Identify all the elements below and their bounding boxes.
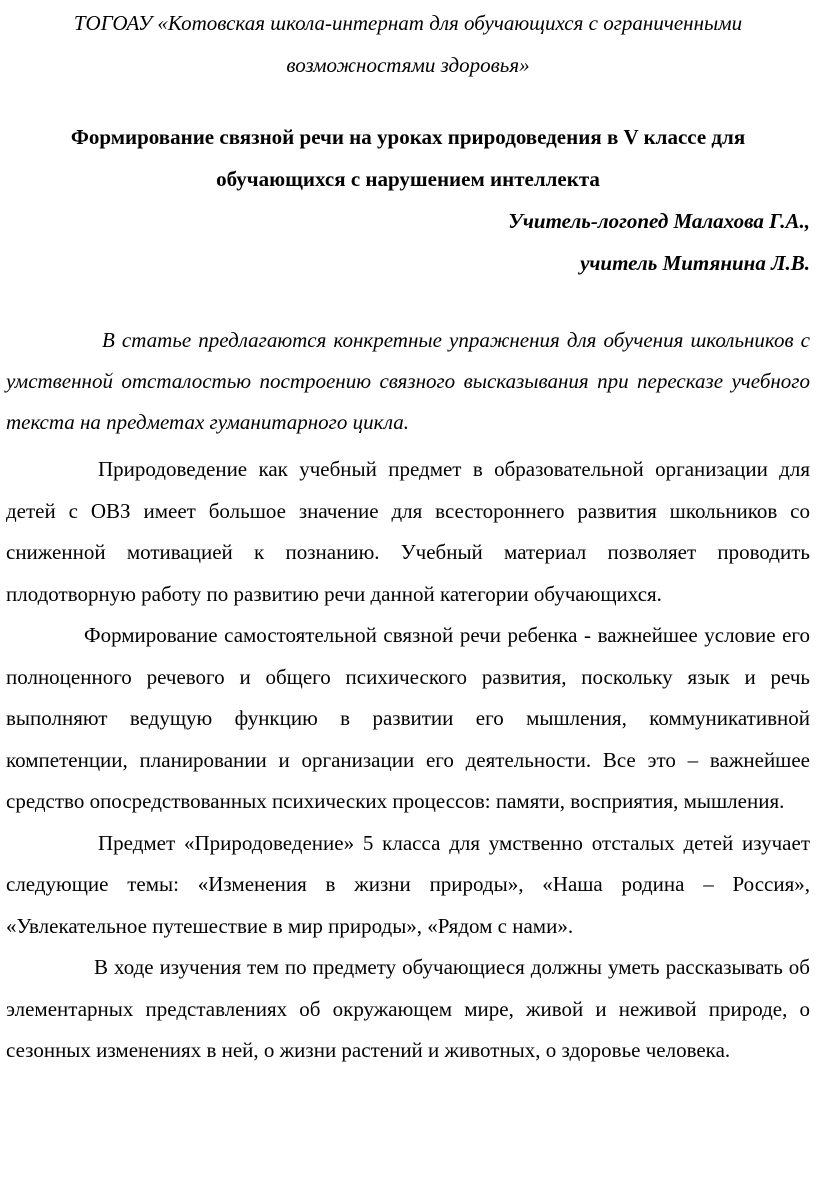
- authors-block: [6, 200, 810, 284]
- institution-header-line-2: возможностями здоровья»: [286, 53, 530, 77]
- body-paragraph-3: Предмет «Природоведение» 5 класса для умственно отсталых детей изучает следующие темы: «Изменения в жизни природы», «Наша родина – Россия», «Увлекательное путешествие в мир природы», «Рядом с нами».: [6, 830, 810, 938]
- abstract-paragraph: В статье предлагаются конкретные упражнения для обучения школьников с умственной отсталостью построению связного высказывания при пересказе учебного текста на предметах гуманитарного цикла.: [6, 328, 810, 434]
- body-paragraph-1: Природоведение как учебный предмет в образовательной организации для детей с ОВЗ имеет большое значение для всестороннего развития школьников со сниженной мотивацией к познанию. Учебный материал позволяет проводить плодотворную работу по развитию речи данной категории обучающихся.: [6, 457, 810, 606]
- author-1: Учитель-логопед Малахова Г.А.,: [508, 209, 810, 233]
- article-title: [6, 116, 810, 200]
- body-paragraph-2: Формирование самостоятельной связной речи ребенка - важнейшее условие его полноценного речевого и общего психического развития, поскольку язык и речь выполняют ведущую функцию в развитии его мышления, коммуникативной компетенции, планировании и организации его деятельности. Все это – важнейшее средство опосредствованных психических процессов: памяти, восприятия, мышления.: [6, 623, 810, 813]
- institution-header-line-1: ТОГОАУ «Котовская школа-интернат для обучающихся с ограниченными: [73, 11, 743, 35]
- body-paragraph-4: В ходе изучения тем по предмету обучающиеся должны уметь рассказывать об элементарных представлениях об окружающем мире, живой и неживой природе, о сезонных изменениях в ней, о жизни растений и животных, о здоровье человека.: [6, 955, 810, 1062]
- article-title-line-2: обучающихся с нарушением интеллекта: [216, 167, 600, 191]
- article-title-line-1: Формирование связной речи на уроках природоведения в V классе для: [70, 125, 746, 149]
- institution-header: [6, 0, 810, 86]
- author-2: учитель Митянина Л.В.: [580, 251, 810, 275]
